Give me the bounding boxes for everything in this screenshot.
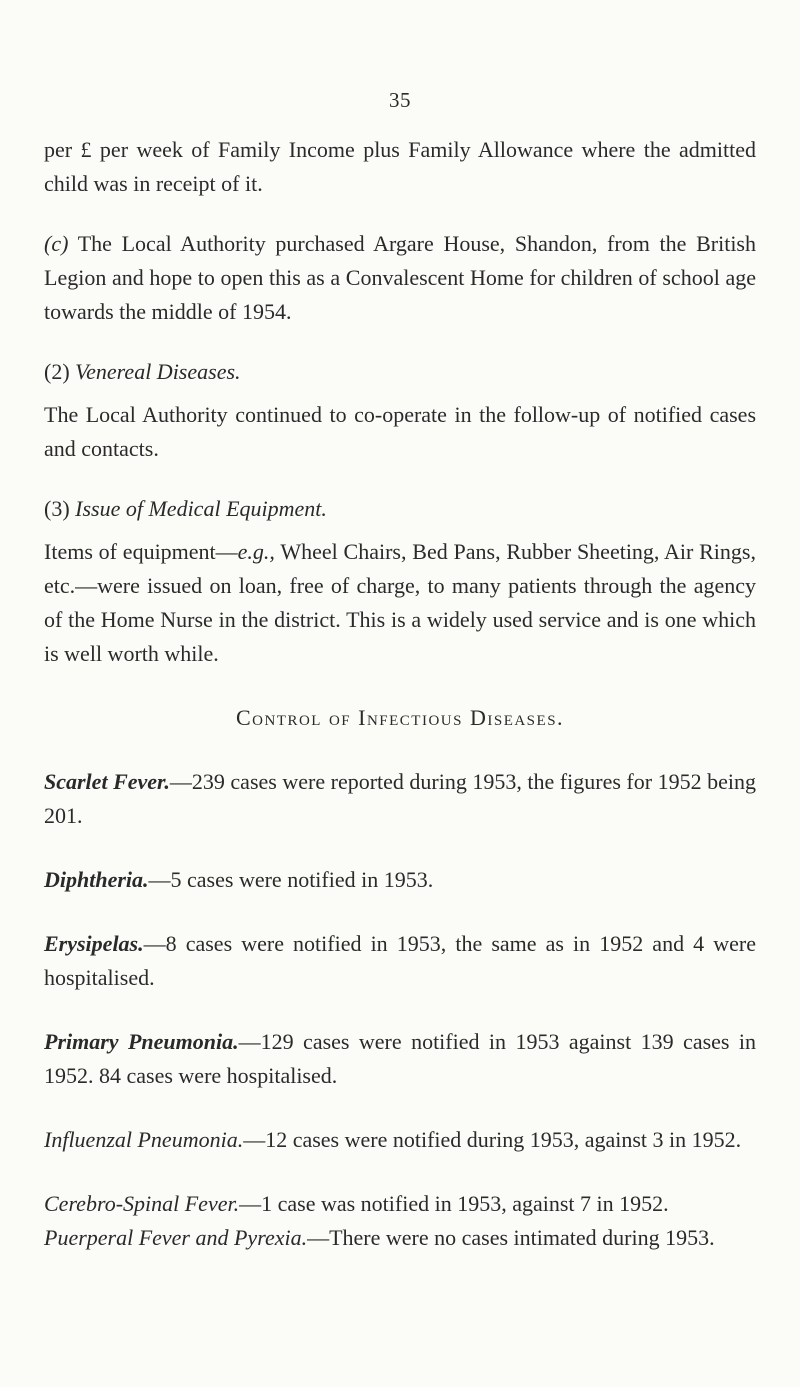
- disease-name: Cerebro-Spinal Fever.: [44, 1191, 240, 1216]
- disease-puerperal-fever: [44, 1221, 756, 1255]
- disease-erysipelas: [44, 927, 756, 995]
- disease-text: —1 case was notified in 1953, against 7 in 1952.: [239, 1191, 669, 1216]
- disease-text: —12 cases were notified during 1953, against 3 in 1952.: [243, 1127, 742, 1152]
- disease-text: —239 cases were reported during 1953, the figures for 1952 being 201.: [44, 769, 756, 828]
- heading-venereal-diseases: [44, 355, 756, 389]
- paragraph-medical-equipment: [44, 535, 756, 671]
- disease-name: Primary Pneumonia.: [44, 1029, 239, 1054]
- heading-medical-equipment: [44, 492, 756, 526]
- heading-number-3: (3): [44, 496, 70, 521]
- paragraph-medical-equipment-part2: Wheel Chairs, Bed Pans, Rubber Sheeting, Air Rings, etc.—were issued on loan, free of charge, to many patients through the agency of the Home Nurse in the district. This is a widely used service and is one which is well worth while.: [44, 539, 756, 666]
- disease-cerebro-spinal-fever: [44, 1187, 756, 1221]
- page-content: [44, 133, 756, 1255]
- disease-scarlet-fever: [44, 765, 756, 833]
- disease-primary-pneumonia: [44, 1025, 756, 1093]
- paragraph-family-income: per £ per week of Family Income plus Family Allowance where the admitted child was in receipt of it.: [44, 137, 756, 196]
- paragraph-medical-equipment-part1: Items of equipment—: [44, 539, 238, 564]
- paragraph-convalescent-home: [44, 227, 756, 329]
- disease-influenzal-pneumonia: [44, 1123, 756, 1157]
- disease-text: —129 cases were notified in 1953 against 139 cases in 1952. 84 cases were hospitalised.: [44, 1029, 757, 1088]
- paragraph-venereal-diseases: The Local Authority continued to co-operate in the follow-up of notified cases and contacts.: [44, 402, 756, 461]
- disease-name: Influenzal Pneumonia.: [44, 1127, 244, 1152]
- disease-name: Scarlet Fever.: [44, 769, 170, 794]
- heading-number-2: (2): [44, 359, 70, 384]
- heading-medical-equipment-text: Issue of Medical Equipment.: [75, 496, 327, 521]
- disease-diphtheria: [44, 863, 756, 897]
- paragraph-convalescent-home-text: The Local Authority purchased Argare House, Shandon, from the British Legion and hope to open this as a Convalescent Home for children of school age towards the middle of 1954.: [44, 231, 756, 324]
- item-label-c: (c): [44, 231, 69, 256]
- heading-venereal-diseases-text: Venereal Diseases.: [75, 359, 241, 384]
- disease-text: —5 cases were notified in 1953.: [148, 867, 434, 892]
- section-heading-infectious-diseases: Control of Infectious Diseases.: [235, 705, 565, 730]
- paragraph-medical-equipment-eg: e.g.,: [237, 539, 275, 564]
- disease-name: Puerperal Fever and Pyrexia.: [44, 1225, 308, 1250]
- page-number: 35: [389, 88, 411, 112]
- disease-name: Erysipelas.: [44, 931, 144, 956]
- disease-text: —There were no cases intimated during 1953.: [307, 1225, 715, 1250]
- disease-name: Diphtheria.: [44, 867, 149, 892]
- disease-text: —8 cases were notified in 1953, the same as in 1952 and 4 were hospitalised.: [44, 931, 756, 990]
